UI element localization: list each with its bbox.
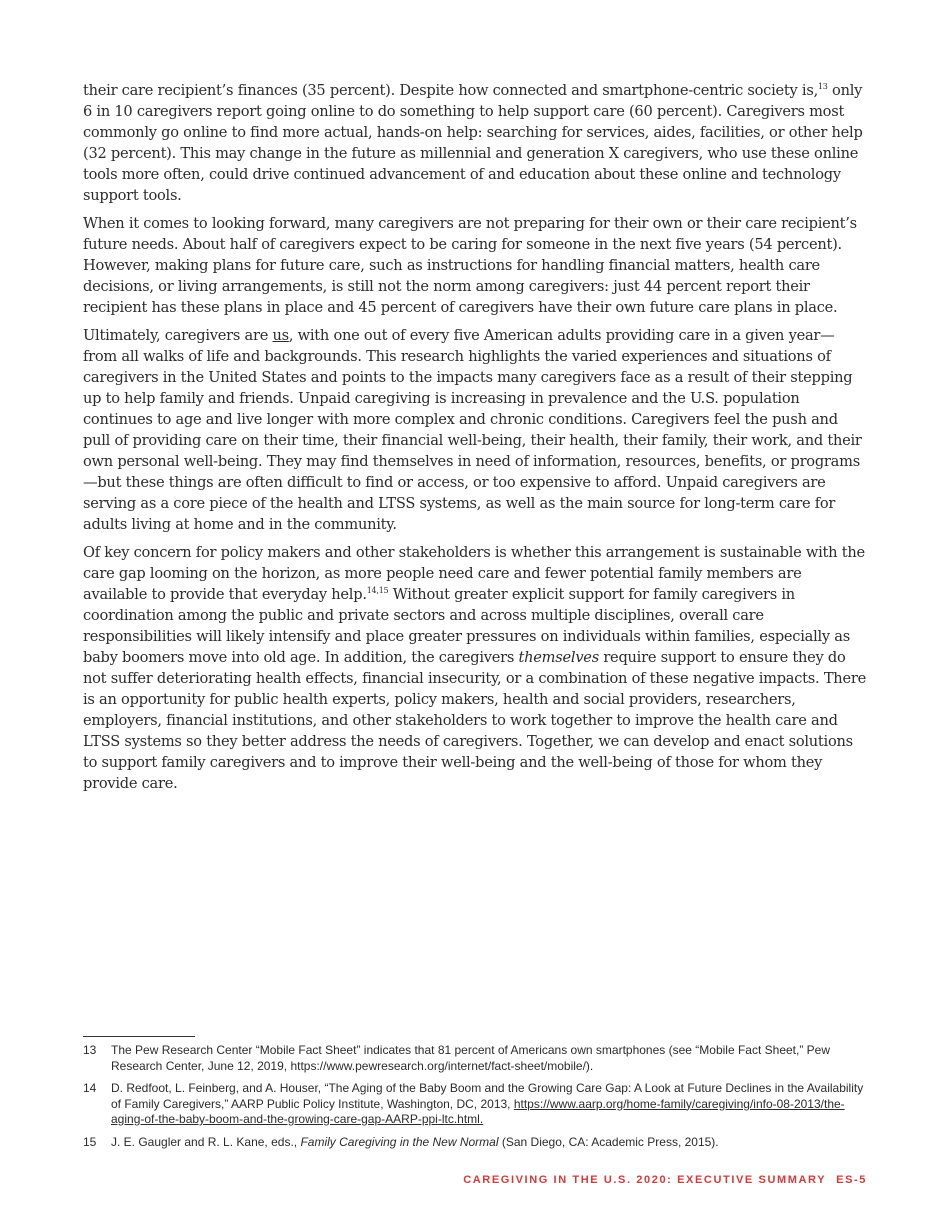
book-title: Family Caregiving in the New Normal <box>300 1134 499 1149</box>
footnote-13 <box>83 1043 873 1074</box>
footnote-15 <box>83 1135 873 1151</box>
page-number: ES-5 <box>836 1174 867 1186</box>
paragraph-future-planning: When it comes to looking forward, many caregivers are not preparing for their own or their care recipient’s future needs. About half of caregivers expect to be caring for someone in the next five years (54 percent). However, making plans for future care, such as instructions for handling financial matters, health care decisions, or living arrangements, is still not the norm among caregivers: just 44 percent report their recipient has these plans in place and 45 percent of caregivers have their own future care plans in place. <box>83 215 857 316</box>
emphasis-themselves: themselves <box>518 649 599 666</box>
body-text <box>83 80 868 801</box>
footnote-text: D. Redfoot, L. Feinberg, and A. Houser, “The Aging of the Baby Boom and the Growing Care Gap: A Look at Future Declines in the Availability of Family Caregivers,” AARP Public Policy Institute, Washington, DC, 2013, https://www.aarp.org/home-family/caregiving/info-08-2013/the-aging-of-the-baby-boom-and-the-growing-care-gap-AARP-ppi-ltc.html. <box>111 1081 864 1126</box>
page-footer <box>463 1174 867 1186</box>
footnote-14 <box>83 1081 873 1128</box>
footnote-ref-13[interactable]: 13 <box>817 82 828 91</box>
footnote-number: 13 <box>83 1043 97 1057</box>
paragraph-key-concern: Of key concern for policy makers and other stakeholders is whether this arrangement is sustainable with the care gap looming on the horizon, as more people need care and fewer potential family members are available to provide that everyday help.$^{14,15}$ Without greater explicit support for family caregivers in coordination among the public and private sectors and across multiple disciplines, overall care responsibilities will likely intensify and place greater pressures on individuals within families, especially as baby boomers move into old age. In addition, the caregivers themselves require support to ensure they do not suffer deteriorating health effects, financial insecurity, or a combination of these negative impacts. There is an opportunity for public health experts, policy makers, health and social providers, researchers, employers, financial institutions, and other stakeholders to work together to improve the health care and LTSS systems so they better address the needs of caregivers. Together, we can develop and enact solutions to support family caregivers and to improve their well-being and the well-being of those for whom they provide care. <box>83 544 866 792</box>
paragraph-online-tools: their care recipient’s finances (35 percent). Despite how connected and smartphone-centric society is,$^{13}$ only 6 in 10 caregivers report going online to do something to help support care (60 percent). Caregivers most commonly go online to find more actual, hands-on help: searching for services, aides, facilities, or other help (32 percent). This may change in the future as millennial and generation X caregivers, who use these online tools more often, could drive continued advancement of and education about these online and technology support tools. <box>83 82 863 204</box>
footnote-number: 14 <box>83 1081 97 1095</box>
footnote-text: The Pew Research Center “Mobile Fact Sheet” indicates that 81 percent of Americans own smartphones (see “Mobile Fact Sheet,” Pew Research Center, June 12, 2019, https://www.pewresearch.org/internet/fact-sheet/mobile/). <box>111 1043 831 1073</box>
footnotes <box>83 1043 873 1157</box>
paragraph-caregivers-are-us: Ultimately, caregivers are us, with one out of every five American adults providing care in a given year—from all walks of life and backgrounds. This research highlights the varied experiences and situations of caregivers in the United States and points to the impacts many caregivers face as a result of their stepping up to help family and friends. Unpaid caregiving is increasing in prevalence and the U.S. population continues to age and live longer with more complex and chronic conditions. Caregivers feel the push and pull of providing care on their time, their financial well-being, their health, their family, their work, and their own personal well-being. They may find themselves in need of information, resources, benefits, or programs—but these things are often difficult to find or access, or too expensive to afford. Unpaid caregivers are serving as a core piece of the health and LTSS systems, as well as the main source for long-term care for adults living at home and in the community. <box>83 327 862 533</box>
footnote-ref-14-15[interactable]: 14,15 <box>366 586 389 595</box>
footnote-text: J. E. Gaugler and R. L. Kane, eds., Family Caregiving in the New Normal (San Diego, CA: Academic Press, 2015). <box>111 1134 719 1149</box>
aarp-link[interactable]: https://www.aarp.org/home-family/caregiving/info-08-2013/the-aging-of-the-baby-boom-and-the-growing-care-gap-AARP-ppi-ltc.html. <box>111 1096 845 1126</box>
footnote-divider <box>83 1036 195 1037</box>
underlined-us: us <box>272 327 289 344</box>
footer-title: CAREGIVING IN THE U.S. 2020: EXECUTIVE SUMMARY <box>463 1174 827 1186</box>
footnote-number: 15 <box>83 1134 97 1149</box>
